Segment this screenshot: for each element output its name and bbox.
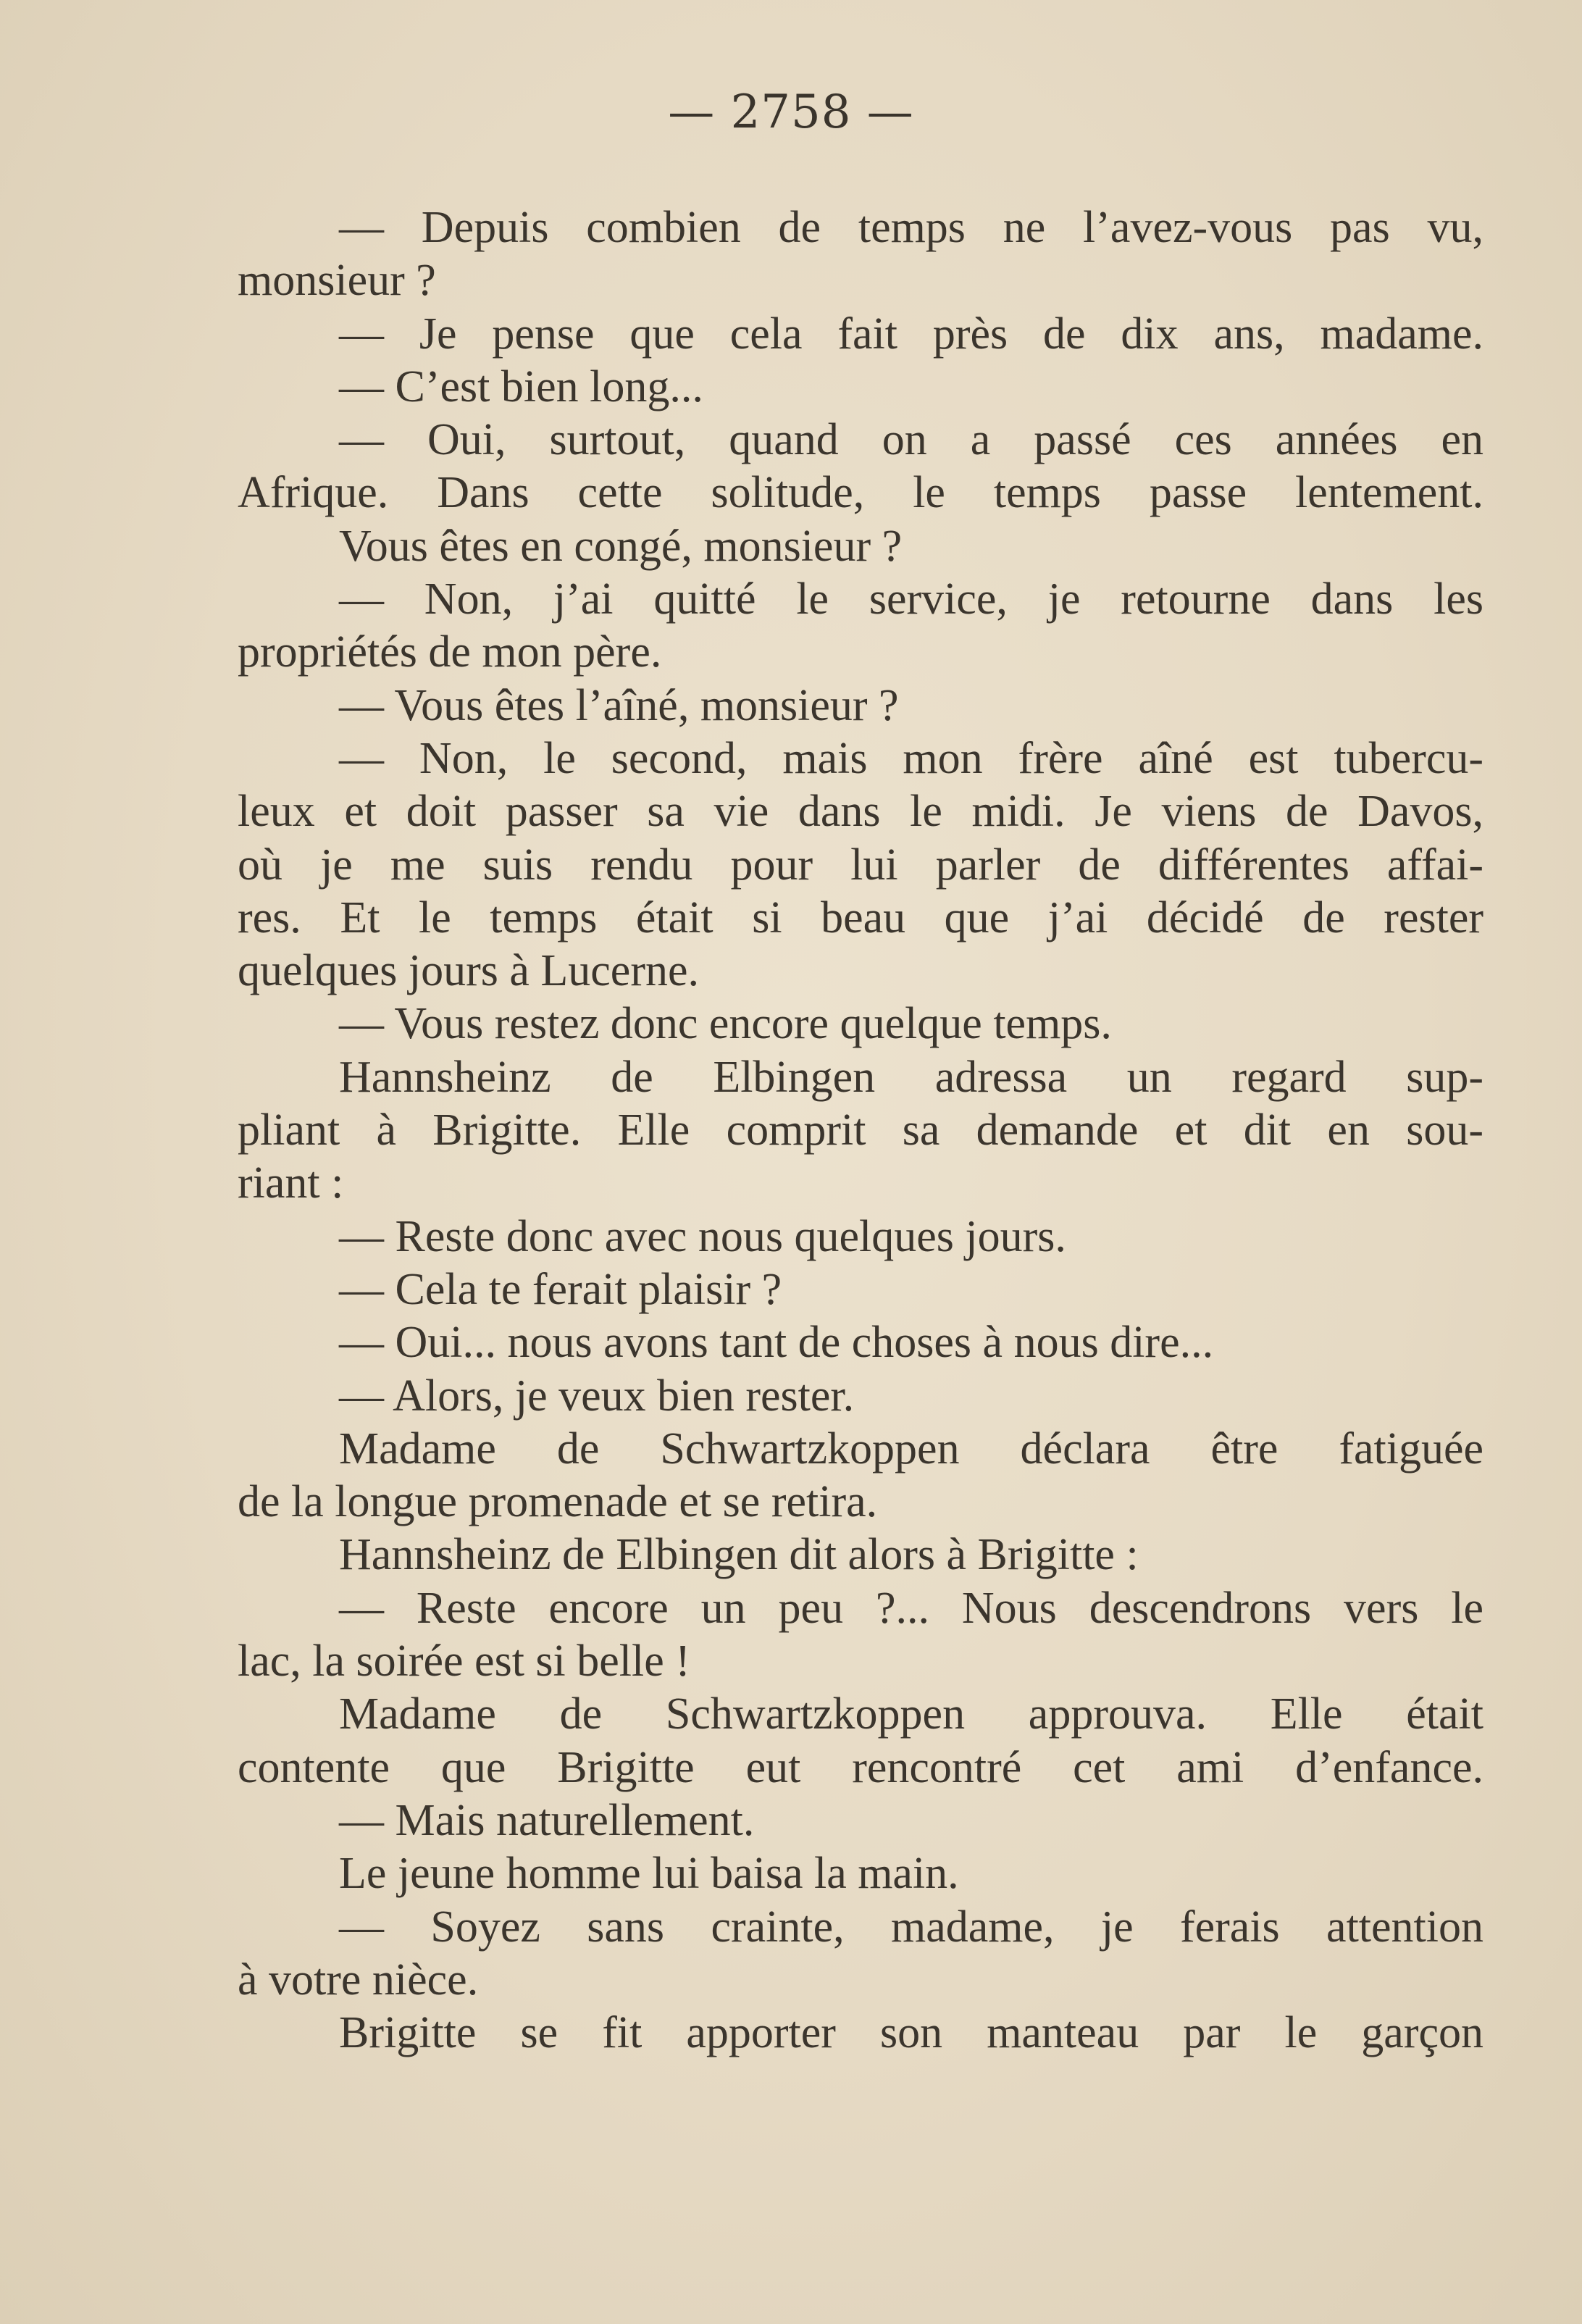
text-line: Hannsheinz de Elbingen adressa un regard sup- (339, 1052, 1483, 1102)
text-line: à votre nièce. (238, 1955, 479, 2005)
text-line: — Reste donc avec nous quelques jours. (339, 1211, 1066, 1261)
text-line: res. Et le temps était si beau que j’ai décidé de rester (238, 893, 1483, 942)
text-line: — Vous restez donc encore quelque temps. (339, 999, 1112, 1049)
text-line: — Depuis combien de temps ne l’avez-vous pas vu, (339, 203, 1483, 252)
text-line: Afrique. Dans cette solitude, le temps passe lentement. (238, 468, 1483, 518)
text-line: propriétés de mon père. (238, 627, 662, 677)
text-line: monsieur ? (238, 256, 436, 306)
text-line: — Je pense que cela fait près de dix ans, madame. (339, 309, 1483, 359)
body-text (238, 201, 1483, 2060)
text-line: lac, la soirée est si belle ! (238, 1637, 690, 1686)
text-line: Madame de Schwartzkoppen déclara être fatiguée (339, 1424, 1483, 1474)
text-line: Brigitte se fit apporter son manteau par le garçon (339, 2008, 1483, 2058)
text-line: — Alors, je veux bien rester. (339, 1371, 855, 1421)
text-line: de la longue promenade et se retira. (238, 1477, 878, 1527)
text-line: — Oui... nous avons tant de choses à nous dire... (339, 1318, 1214, 1368)
text-line: — Mais naturellement. (339, 1795, 755, 1845)
page-number: — 2758 — (668, 85, 914, 139)
text-line: — Non, j’ai quitté le service, je retourne dans les (339, 574, 1483, 624)
text-line: quelques jours à Lucerne. (238, 946, 699, 996)
text-line: Vous êtes en congé, monsieur ? (339, 521, 903, 571)
text-line: — Soyez sans crainte, madame, je ferais attention (339, 1902, 1483, 1952)
text-line: Madame de Schwartzkoppen approuva. Elle était (339, 1689, 1483, 1739)
text-line: — C’est bien long... (339, 361, 703, 411)
text-line: — Reste encore un peu ?... Nous descendrons vers le (339, 1583, 1483, 1633)
text-line: Le jeune homme lui baisa la main. (339, 1849, 959, 1899)
text-line: — Vous êtes l’aîné, monsieur ? (339, 680, 899, 730)
text-line: où je me suis rendu pour lui parler de différentes affai- (238, 840, 1483, 890)
text-line: — Non, le second, mais mon frère aîné est tubercu- (339, 733, 1483, 783)
text-line: Hannsheinz de Elbingen dit alors à Brigitte : (339, 1530, 1139, 1580)
text-line: — Cela te ferait plaisir ? (339, 1264, 782, 1314)
text-line: leux et doit passer sa vie dans le midi. Je viens de Davos, (238, 787, 1483, 837)
text-line: contente que Brigitte eut rencontré cet ami d’enfance. (238, 1742, 1483, 1792)
text-line: pliant à Brigitte. Elle comprit sa demande et dit en sou- (238, 1105, 1483, 1155)
text-line: — Oui, surtout, quand on a passé ces années en (339, 415, 1483, 465)
text-line: riant : (238, 1158, 344, 1208)
